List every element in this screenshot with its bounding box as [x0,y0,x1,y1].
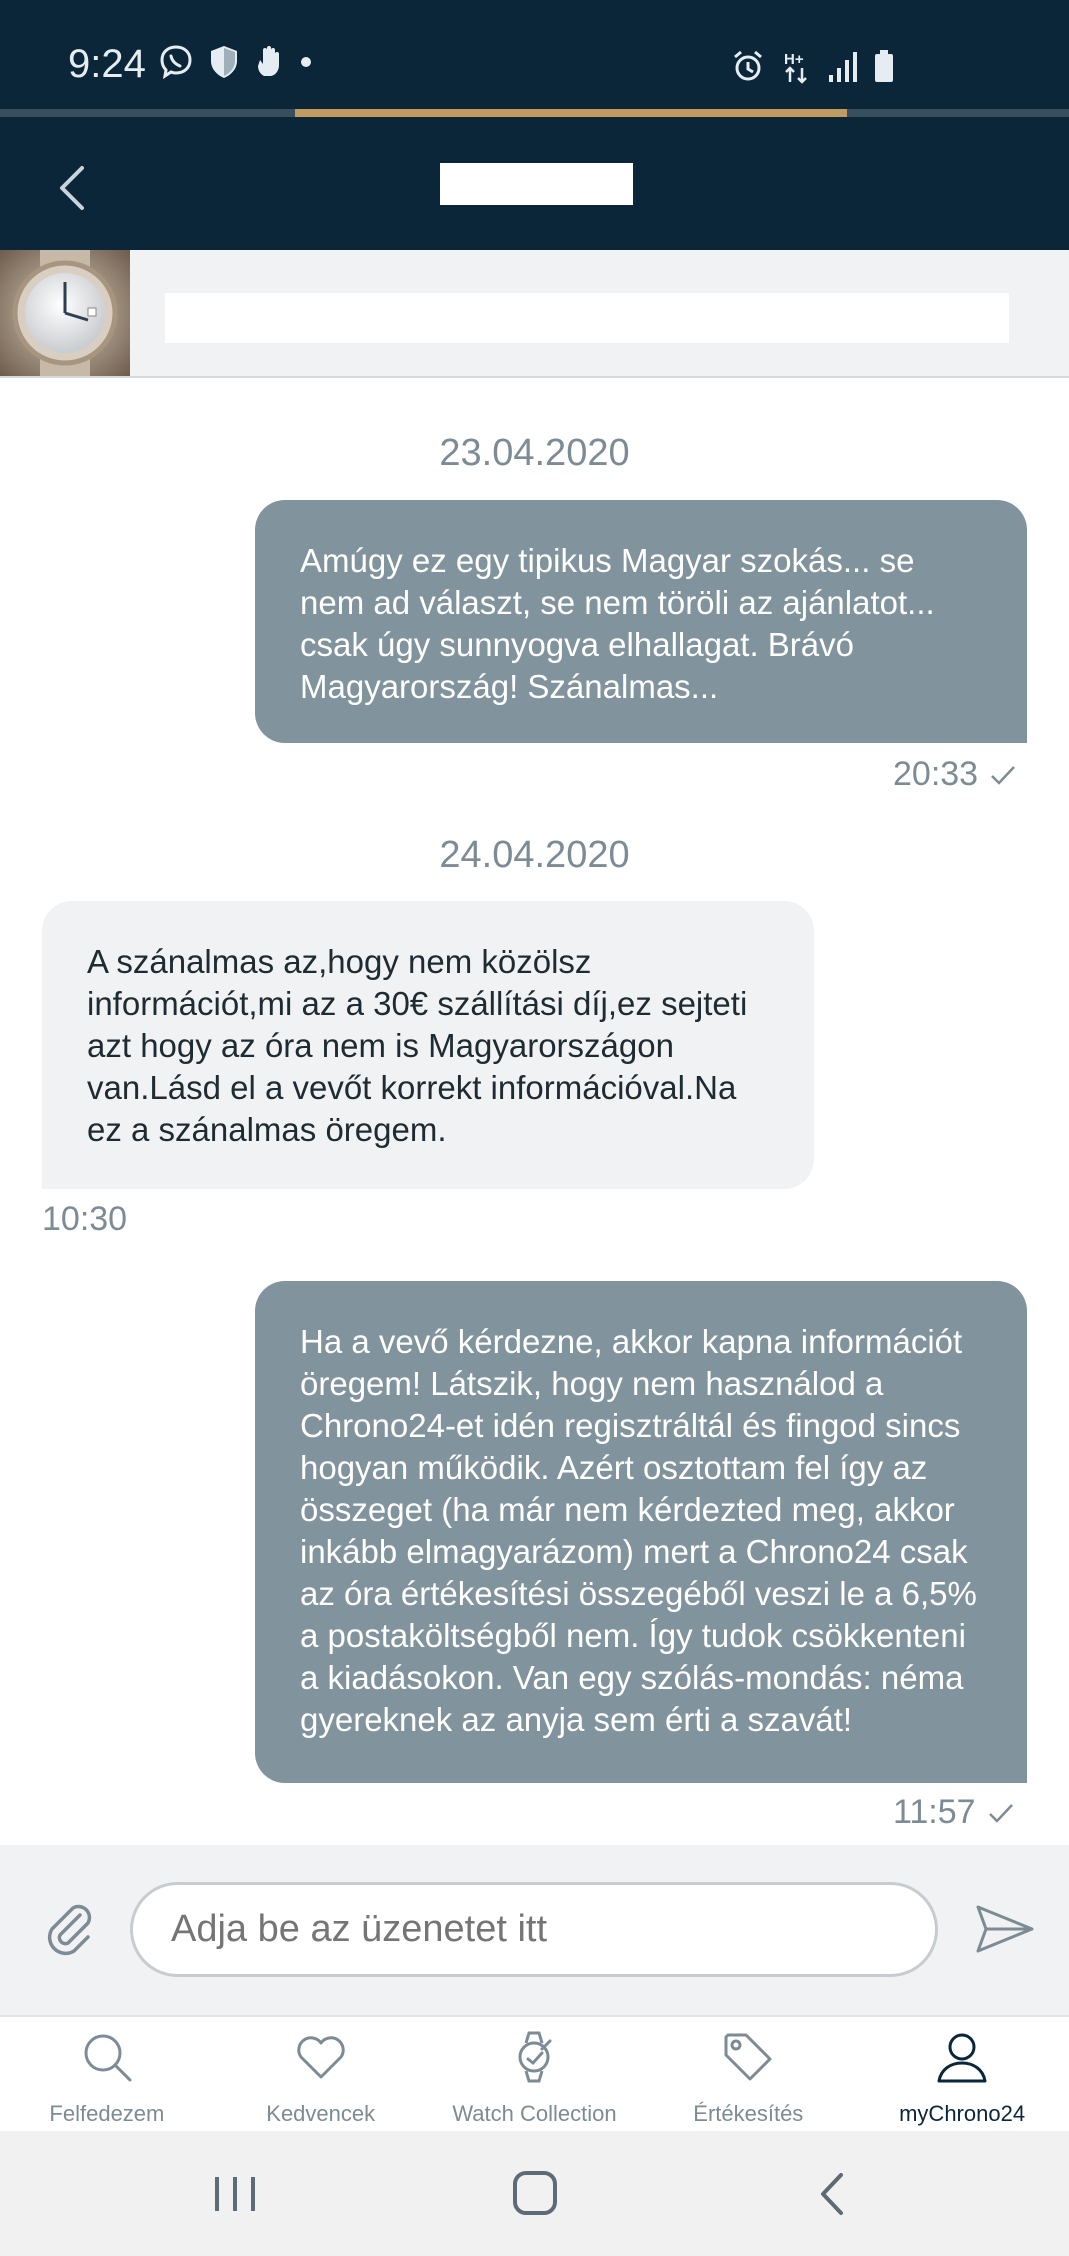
nav-label: Értékesítés [693,2101,804,2126]
nav-label: Felfedezem [49,2101,165,2126]
app-bar [0,118,1069,250]
message-time: 10:30 [42,1200,128,1238]
watch-thumbnail [0,250,130,376]
hand-icon [254,46,284,78]
viber-icon [158,44,194,80]
check-icon [988,1802,1014,1824]
nav-label: myChrono24 [899,2101,1026,2126]
nav-item-kedvencek[interactable] [214,2017,428,2131]
status-icons-right [730,48,894,84]
svg-text:H+: H+ [784,51,804,68]
back-arrow-icon[interactable] [48,158,98,218]
incoming-message[interactable] [42,901,814,1189]
message-text: A szánalmas az,hogy nem közölsz információt,mi az a 30€ szállítási díj,ez sejteti azt hogy az óra nem is Magyarországon van.Lásd el a vevőt korrekt információval.Na ez a szánalmas öregem. [87,943,748,1148]
message-time-sent [893,1793,1014,1832]
nav-item-ertekesites[interactable] [641,2017,855,2131]
system-back-icon[interactable] [805,2169,865,2219]
battery-icon [874,49,894,83]
message-time: 11:57 [893,1793,976,1831]
tag-icon [720,2029,776,2085]
message-composer [0,1845,1069,2015]
progress-fill [295,109,847,117]
page-title-redacted [440,163,633,205]
recent-apps-icon[interactable] [205,2169,265,2219]
outgoing-message[interactable] [255,500,1027,743]
send-icon[interactable] [975,1903,1035,1955]
home-icon[interactable] [505,2169,565,2219]
watch-icon [506,2029,562,2085]
message-text: Amúgy ez egy tipikus Magyar szokás... se nem ad választ, se nem töröli az ajánlatot... csak úgy sunnyogva elhallagat. Brávó Magyarország! Szánalmas... [300,542,935,705]
message-time-received [42,1200,127,1239]
search-icon [79,2029,135,2085]
shield-icon [208,44,240,80]
nav-item-mychrono24[interactable] [855,2017,1069,2131]
status-bar [0,0,1069,118]
listing-header[interactable] [0,250,1069,378]
message-time-sent [893,755,1016,794]
date-separator: 24.04.2020 [439,834,630,876]
user-icon [934,2029,990,2085]
nav-item-watch-collection[interactable] [428,2017,642,2131]
message-input[interactable] [130,1882,938,1977]
nav-label: Watch Collection [452,2101,617,2126]
nav-label: Kedvencek [266,2101,376,2126]
paperclip-icon[interactable] [40,1897,96,1957]
status-icons-left [158,44,314,80]
status-time: 9:24 [68,42,146,86]
check-icon [990,764,1016,786]
nav-item-felfedezem[interactable] [0,2017,214,2131]
outgoing-message[interactable] [255,1281,1027,1783]
system-navigation-bar [0,2131,1069,2256]
alarm-icon [730,48,766,84]
hplus-data-icon [782,48,812,84]
date-separator: 23.04.2020 [439,432,630,474]
message-time: 20:33 [893,755,979,793]
heart-icon [293,2029,349,2085]
signal-icon [828,49,858,83]
listing-title-redacted [165,293,1009,343]
bottom-navigation [0,2015,1069,2131]
dot-icon [298,54,314,70]
message-text: Ha a vevő kérdezne, akkor kapna információt öregem! Látszik, hogy nem használod a Chrono24-et idén regisztráltál és fingod sincs hogyan működik. Azért osztottam fel így az összeget (ha már nem kérdezted meg, akkor inkább elmagyarázom) mert a Chrono24 csak az óra értékesítési összegéből veszi le a 6,5% a postaköltségből nem. Így tudok csökkenteni a kiadásokon. Van egy szólás-mondás: néma gyereknek az anyja sem érti a szavát! [300,1323,977,1738]
